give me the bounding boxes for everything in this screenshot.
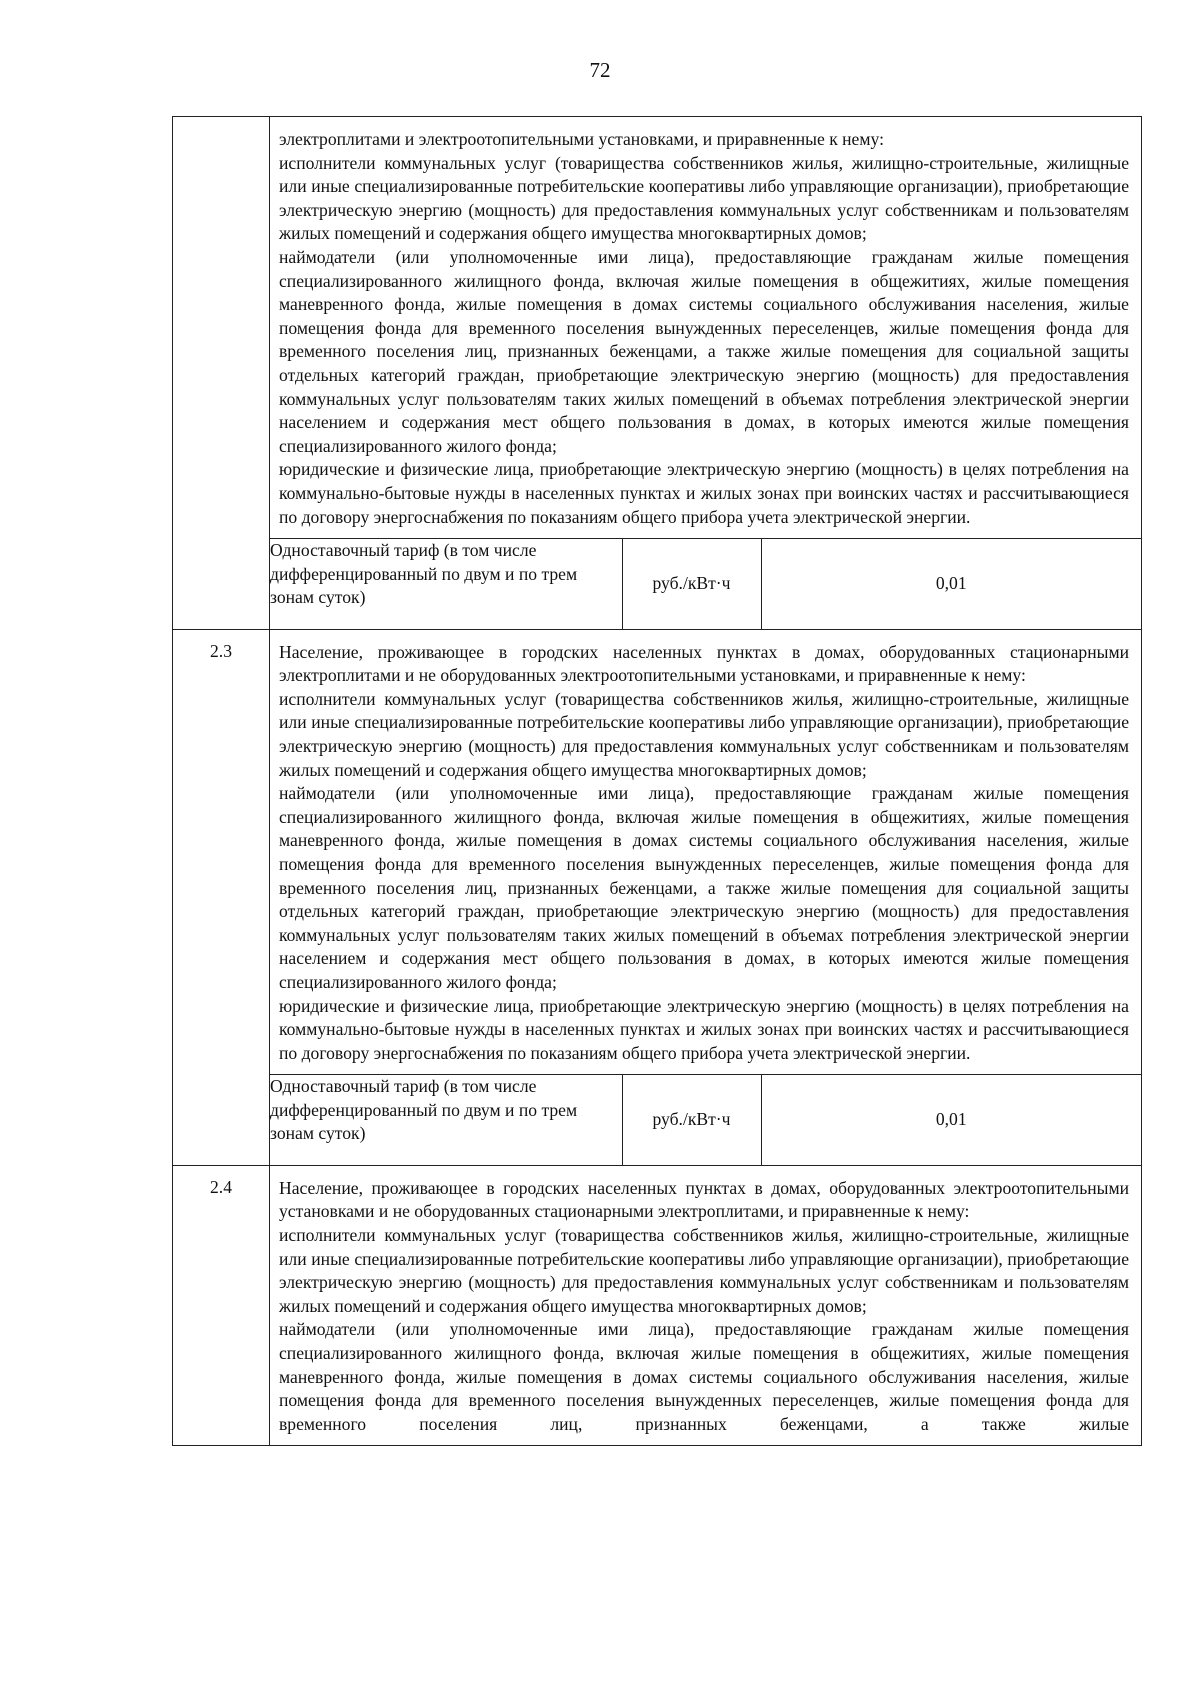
rate-name: Одноставочный тариф (в том числе дифференцированный по двум и по трем зонам суток) (270, 539, 622, 629)
rate-unit: руб./кВт·ч (622, 539, 761, 629)
rate-subtable (270, 1074, 1141, 1165)
row-number: 2.3 (210, 640, 232, 661)
description-paragraph: юридические и физические лица, приобретающие электрическую энергию (мощность) в целях потребления на коммунально-бытовые нужды в населенных пунктах и жилых зонах при воинских частях и рассчитывающиеся по договору энергоснабжения по показаниям общего прибора учета электрической энергии. (279, 995, 1129, 1063)
description-paragraph: исполнители коммунальных услуг (товарищества собственников жилья, жилищно-строительные, жилищные или иные специализированные потребительские кооперативы либо управляющие организации), приобретающие электрическую энергию (мощность) для предоставления коммунальных услуг собственникам и пользователям жилых помещений и содержания общего имущества многоквартирных домов; (279, 688, 1129, 780)
description-paragraph: наймодатели (или уполномоченные ими лица), предоставляющие гражданам жилые помещения специализированного жилищного фонда, включая жилые помещения в общежитиях, жилые помещения маневренного фонда, жилые помещения в домах системы социального обслуживания населения, жилые помещения фонда для временного поселения вынужденных переселенцев, жилые помещения фонда для временного поселения лиц, признанных беженцами, а также жилые (279, 1319, 1129, 1434)
tariff-table (172, 116, 1142, 1446)
rate-subtable (270, 538, 1141, 629)
rate-value: 0,01 (761, 1075, 1141, 1165)
description-paragraph: исполнители коммунальных услуг (товарищества собственников жилья, жилищно-строительные, жилищные или иные специализированные потребительские кооперативы либо управляющие организации), приобретающие электрическую энергию (мощность) для предоставления коммунальных услуг собственникам и пользователям жилых помещений и содержания общего имущества многоквартирных домов; (279, 1224, 1129, 1316)
row-content-cell (270, 117, 1142, 630)
description-paragraph: исполнители коммунальных услуг (товарищества собственников жилья, жилищно-строительные, жилищные или иные специализированные потребительские кооперативы либо управляющие организации), приобретающие электрическую энергию (мощность) для предоставления коммунальных услуг собственникам и пользователям жилых помещений и содержания общего имущества многоквартирных домов; (279, 152, 1129, 244)
row-content-cell (270, 629, 1142, 1165)
category-description (270, 117, 1141, 538)
rate-value: 0,01 (761, 539, 1141, 629)
description-paragraph: электроплитами и электроотопительными установками, и приравненные к нему: (279, 129, 884, 149)
rate-row (270, 539, 1141, 629)
category-description (270, 630, 1141, 1075)
row-number: 2.4 (210, 1176, 232, 1197)
page-number: 72 (589, 58, 611, 82)
rate-unit: руб./кВт·ч (622, 1075, 761, 1165)
table-row (173, 117, 1142, 630)
row-number-cell (173, 117, 270, 630)
description-paragraph: наймодатели (или уполномоченные ими лица), предоставляющие гражданам жилые помещения специализированного жилищного фонда, включая жилые помещения в общежитиях, жилые помещения маневренного фонда, жилые помещения в домах системы социального обслуживания населения, жилые помещения фонда для временного поселения вынужденных переселенцев, жилые помещения фонда для временного поселения лиц, признанных беженцами, а также жилые помещения для социальной защиты отдельных категорий граждан, приобретающие электрическую энергию (мощность) для предоставления коммунальных услуг пользователям таких жилых помещений в объемах потребления электрической энергии населением и содержания мест общего пользования в домах, в которых имеются жилые помещения специализированного жилого фонда; (279, 783, 1129, 992)
row-number-cell (173, 1165, 270, 1446)
row-content-cell (270, 1165, 1142, 1446)
category-description (270, 1166, 1141, 1446)
row-number (173, 117, 269, 127)
rate-row (270, 1075, 1141, 1165)
rate-name: Одноставочный тариф (в том числе дифференцированный по двум и по трем зонам суток) (270, 1075, 622, 1165)
row-number-cell (173, 629, 270, 1165)
table-row (173, 629, 1142, 1165)
description-paragraph: наймодатели (или уполномоченные ими лица), предоставляющие гражданам жилые помещения специализированного жилищного фонда, включая жилые помещения в общежитиях, жилые помещения маневренного фонда, жилые помещения в домах системы социального обслуживания населения, жилые помещения фонда для временного поселения вынужденных переселенцев, жилые помещения фонда для временного поселения лиц, признанных беженцами, а также жилые помещения для социальной защиты отдельных категорий граждан, приобретающие электрическую энергию (мощность) для предоставления коммунальных услуг пользователям таких жилых помещений в объемах потребления электрической энергии населением и содержания мест общего пользования в домах, в которых имеются жилые помещения специализированного жилого фонда; (279, 246, 1129, 456)
description-paragraph: Население, проживающее в городских населенных пунктах в домах, оборудованных стационарными электроплитами и не оборудованных электроотопительными установками, и приравненные к нему: (279, 641, 1129, 686)
table-row (173, 1165, 1142, 1446)
description-paragraph: юридические и физические лица, приобретающие электрическую энергию (мощность) в целях потребления на коммунально-бытовые нужды в населенных пунктах и жилых зонах при воинских частях и рассчитывающиеся по договору энергоснабжения по показаниям общего прибора учета электрической энергии. (279, 459, 1129, 527)
description-paragraph: Население, проживающее в городских населенных пунктах в домах, оборудованных электроотопительными установками и не оборудованных стационарными электроплитами, и приравненные к нему: (279, 1177, 1129, 1222)
